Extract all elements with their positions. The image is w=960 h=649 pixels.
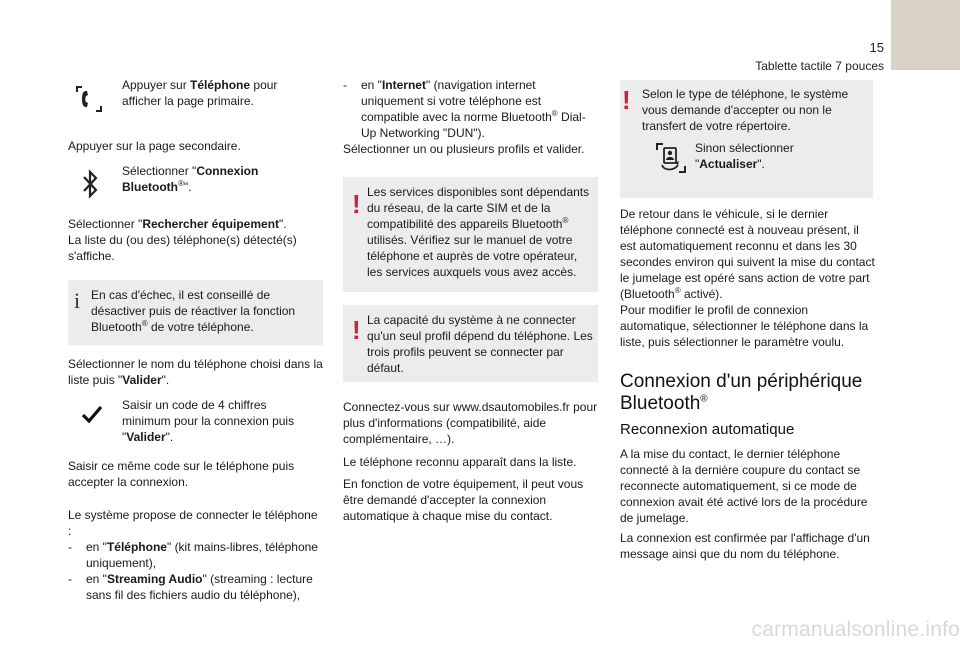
heading-connect-bluetooth-device: Connexion d'un périphérique Bluetooth®	[620, 371, 863, 414]
accept-connection-text: En fonction de votre équipement, il peut vous être demandé d'accepter la connexion automatique à chaque mise du contact.	[343, 477, 584, 523]
profile-streaming-audio: - en "Streaming Audio" (streaming : lecture sans fil des fichiers audio du téléphone),	[68, 572, 313, 602]
warning-directory-text: Selon le type de téléphone, le système vous demande d'accepter ou non le transfert de votre répertoire.	[642, 87, 849, 133]
checkmark-icon	[80, 403, 104, 425]
warning-profiles-text: La capacité du système à ne connecter qu'un seul profil dépend du téléphone. Les trois profils peuvent se connecter par défaut.	[367, 313, 593, 375]
step-press-telephone: Appuyer sur Téléphone pour afficher la page primaire.	[122, 78, 278, 108]
contacts-refresh-icon	[653, 140, 689, 176]
step-select-phone-name: Sélectionner le nom du téléphone choisi dans la liste puis "Valider".	[68, 357, 323, 387]
warning-note-profiles	[343, 305, 598, 382]
profile-telephone: - en "Téléphone" (kit mains-libres, téléphone uniquement),	[68, 540, 318, 570]
else-select-refresh: Sinon sélectionner "Actualiser".	[695, 141, 794, 171]
connection-confirmed-text: La connexion est confirmée par l'affichage d'un message ainsi que du nom du téléphone.	[620, 531, 870, 561]
bluetooth-icon	[76, 167, 104, 201]
auto-reconnect-text: A la mise du contact, le dernier téléphone connecté à la dernière coupure du contact se reconnecte automatiquement, si ce mode de connexion avait été activé lors de la procédure de jumelage.	[620, 447, 868, 525]
warning-note-services	[343, 177, 598, 292]
profiles-list	[68, 507, 323, 603]
profile-internet: - en "Internet" (navigation internet uniquement si votre téléphone est compatible avec la norme Bluetooth® Dial-Up Networking "DUN").	[343, 78, 586, 140]
exclamation-icon: !	[352, 315, 361, 345]
select-profiles: Sélectionner un ou plusieurs profils et valider.	[343, 142, 585, 156]
info-note-text: En cas d'échec, il est conseillé de désactiver puis de réactiver la fonction Bluetooth® de votre téléphone.	[91, 288, 296, 334]
page-number: 15	[869, 40, 884, 55]
warning-note-directory	[620, 80, 873, 198]
profiles-intro: Le système propose de connecter le téléphone :	[68, 508, 318, 538]
watermark: carmanualsonline.info	[751, 618, 960, 641]
exclamation-icon: !	[622, 85, 631, 115]
return-vehicle-text: De retour dans le véhicule, si le dernier téléphone connecté est à nouveau présent, il est automatiquement reconnu et dans les 30 secondes environ qui suivent la mise du contact le jumelage est opéré sans action de votre part (Bluetooth® activé). Pour modifier le profil de connexion automatique, sélectionner le téléphone dans la liste, puis sélectionner le paramètre voulu.	[620, 207, 875, 349]
connect-website-text: Connectez-vous sur www.dsautomobiles.fr pour plus d'informations (compatibilité, aide complémentaire, …).	[343, 400, 598, 446]
step-search-equipment: Sélectionner "Rechercher équipement". La liste du (ou des) téléphone(s) détecté(s) s'affiche.	[68, 217, 297, 263]
step-secondary-page: Appuyer sur la page secondaire.	[68, 139, 241, 153]
phone-icon	[72, 82, 106, 116]
profiles-list-continued	[343, 77, 598, 157]
heading-auto-reconnect: Reconnexion automatique	[620, 421, 795, 438]
section-title: Tablette tactile 7 pouces	[755, 59, 884, 73]
step-select-bluetooth-connection: Sélectionner "Connexion Bluetooth®".	[122, 164, 259, 194]
section-tab-marker	[891, 0, 960, 70]
exclamation-icon: !	[352, 189, 361, 219]
info-note-box	[68, 280, 323, 345]
step-enter-code: Saisir un code de 4 chiffres minimum pour la connexion puis "Valider".	[122, 398, 295, 444]
phone-recognized-text: Le téléphone reconnu apparaît dans la liste.	[343, 455, 577, 469]
warning-services-text: Les services disponibles sont dépendants du réseau, de la carte SIM et de la compatibilité des appareils Bluetooth® utilisés. Vérifiez sur le manuel de votre téléphone et auprès de votre opérateur, les services auxquels vous avez accès.	[367, 185, 590, 279]
step-enter-code-on-phone: Saisir ce même code sur le téléphone puis accepter la connexion.	[68, 459, 295, 489]
info-icon: i	[74, 288, 81, 313]
